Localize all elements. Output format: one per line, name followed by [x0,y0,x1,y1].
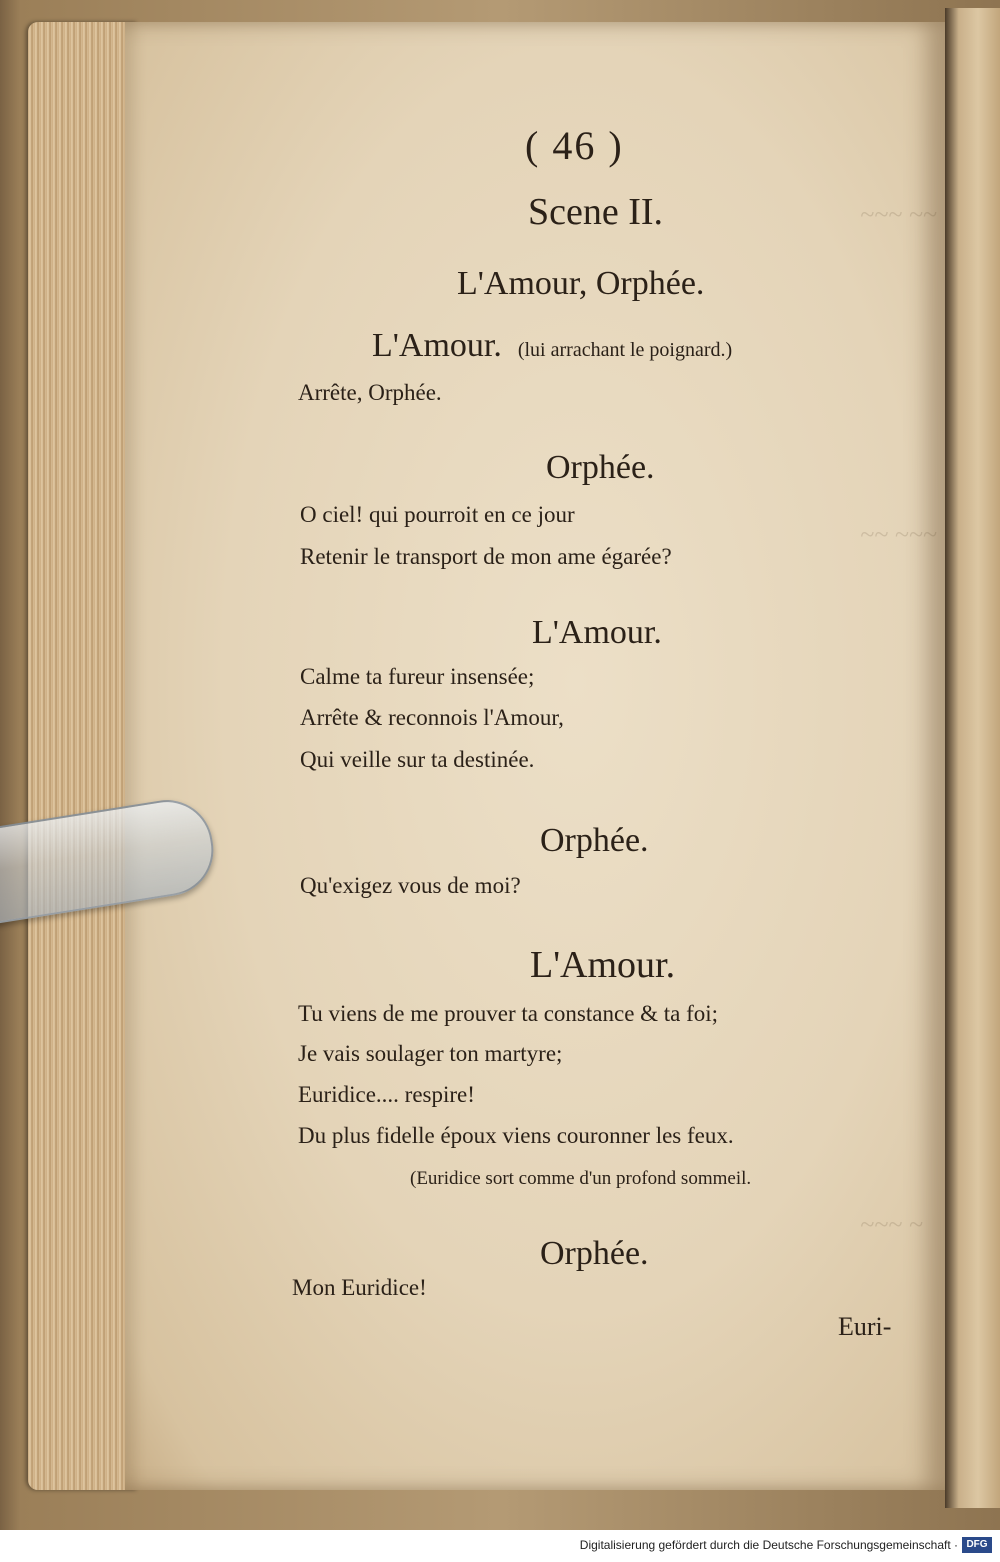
book-page-edges [28,22,138,1490]
speaker-name: Orphée. [546,449,655,486]
speaker-name: L'Amour. [532,614,662,651]
verse-line: Je vais soulager ton martyre; [298,1041,563,1066]
catchword: Euri- [838,1312,892,1341]
bleed-through-decoration: ~~ ~~~ [860,520,937,549]
bleed-through-decoration: ~~~ ~~ [860,200,937,229]
character-list: L'Amour, Orphée. [457,265,705,302]
dfg-logo: DFG [962,1537,992,1553]
footer-bar [0,1530,1000,1562]
verse-line: Mon Euridice! [292,1275,427,1300]
page-number: ( 46 ) [525,123,624,168]
verse-line: Qui veille sur ta destinée. [300,747,535,772]
verse-line: Calme ta fureur insensée; [300,664,535,689]
speaker-name: L'Amour. [372,327,502,364]
verse-line: O ciel! qui pourroit en ce jour [300,502,575,527]
facing-page-edge [945,8,1000,1508]
scene-title: Scene II. [528,191,664,233]
verse-line: Tu viens de me prouver ta constance & ta foi; [298,1001,719,1026]
book-page [125,22,945,1490]
verse-line: Arrête, Orphée. [298,380,442,405]
stage-direction: (lui arrachant le poignard.) [517,339,733,361]
bleed-through-decoration: ~~~ ~ [860,1210,923,1239]
funding-credit: Digitalisierung gefördert durch die Deutsche Forschungsgemeinschaft · [579,1538,958,1552]
verse-line: Du plus fidelle époux viens couronner les feux. [298,1123,734,1148]
verse-line: Qu'exigez vous de moi? [300,873,521,898]
verse-line: Retenir le transport de mon ame égarée? [300,544,672,569]
verse-line: Euridice.... respire! [298,1082,475,1107]
verse-line: Arrête & reconnois l'Amour, [300,705,564,730]
speaker-name: Orphée. [540,1235,649,1272]
speech-heading-1 [372,327,732,365]
speaker-name: Orphée. [540,822,649,859]
stage-direction: (Euridice sort comme d'un profond sommeil. [410,1168,752,1189]
speaker-name: L'Amour. [530,944,676,986]
